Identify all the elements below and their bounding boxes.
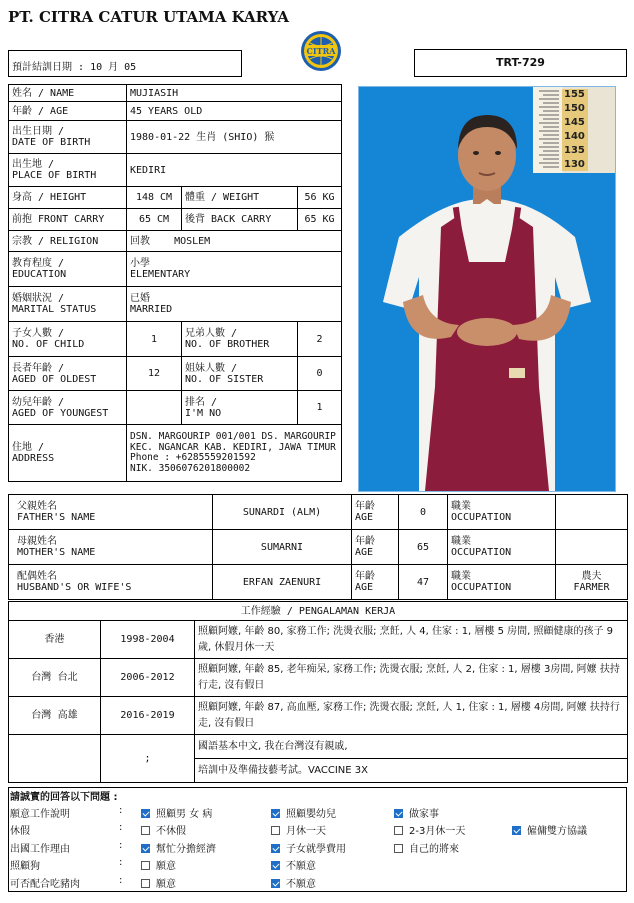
sister-label: 姐妹人數 / NO. OF SISTER <box>182 357 298 391</box>
work-years: 2006-2012 <box>101 659 195 697</box>
youngest-value <box>127 391 182 425</box>
oldest-label: 長者年齡 / AGED OF OLDEST <box>9 357 127 391</box>
front-carry-value: 65 CM <box>127 209 182 231</box>
company-logo <box>300 30 342 72</box>
checkbox-checked[interactable] <box>271 879 280 888</box>
extra-blank <box>9 735 101 783</box>
checkbox-checked[interactable] <box>271 809 280 818</box>
height-value: 148 CM <box>127 187 182 209</box>
age-label: 年齡 / AGE <box>9 102 127 121</box>
father-name: SUNARDI (ALM) <box>213 495 352 530</box>
option-dog-unwilling[interactable]: 不願意 <box>271 857 316 872</box>
graduation-value: 10 月 05 <box>90 62 137 73</box>
work-place: 香港 <box>9 621 101 659</box>
option-children-school[interactable]: 子女就學費用 <box>271 840 346 855</box>
work-place: 台灣 高雄 <box>9 697 101 735</box>
ruler-mark: 140 <box>564 131 585 142</box>
ruler-mark: 145 <box>564 117 585 128</box>
question-label: 願意工作說明 <box>10 809 70 820</box>
sister-value: 0 <box>298 357 342 391</box>
age-value: 45 YEARS OLD <box>127 102 342 121</box>
work-description: 照顧阿嬤, 年齡 80, 家務工作; 洗燙衣服; 烹飪, 人 4, 住家 : 1, 層樓 5 房間, 照顧健康的孩子 9 歲, 休假月休一天 <box>195 621 628 659</box>
address-label: 住地 / ADDRESS <box>9 425 127 482</box>
religion-label: 宗教 / RELIGION <box>9 231 127 252</box>
spouse-occupation: 農夫 FARMER <box>556 565 628 600</box>
education-label: 教育程度 / EDUCATION <box>9 252 127 287</box>
mother-age: 65 <box>399 530 448 565</box>
youngest-label: 幼兒年齡 / AGED OF YOUNGEST <box>9 391 127 425</box>
questions-section <box>8 787 627 892</box>
work-row <box>9 621 628 659</box>
option-help-economy[interactable]: 幫忙分擔經濟 <box>141 840 216 855</box>
option-care-baby[interactable]: 照顧嬰幼兒 <box>271 805 336 820</box>
questions-title: 請誠實的回答以下問題 : <box>10 792 118 803</box>
option-housework[interactable]: 做家事 <box>394 805 439 820</box>
checkbox-unchecked[interactable] <box>141 879 150 888</box>
weight-label: 體重 / WEIGHT <box>182 187 298 209</box>
company-name: PT. CITRA CATUR UTAMA KARYA <box>8 8 290 26</box>
question-colon: : <box>119 805 123 816</box>
spouse-age: 47 <box>399 565 448 600</box>
ruler-mark: 130 <box>564 159 585 170</box>
question-label: 可否配合吃豬肉 <box>10 879 80 890</box>
front-carry-label: 前抱 FRONT CARRY <box>9 209 127 231</box>
family-table <box>8 494 628 600</box>
children-label: 子女人數 / NO. OF CHILD <box>9 322 127 357</box>
ruler-mark: 135 <box>564 145 585 156</box>
checkbox-checked[interactable] <box>141 844 150 853</box>
checkbox-checked[interactable] <box>512 826 521 835</box>
option-pork-unwilling[interactable]: 不願意 <box>271 875 316 890</box>
oldest-value: 12 <box>127 357 182 391</box>
family-row-mother: 母親姓名 MOTHER'S NAME SUMARNI 年齡 AGE 65 職業 OCCUPATION <box>9 530 628 565</box>
work-years: 1998-2004 <box>101 621 195 659</box>
rank-label: 排名 / I'M NO <box>182 391 298 425</box>
option-2-3-month-holiday[interactable]: 2-3月休一天 <box>394 822 465 837</box>
father-age: 0 <box>399 495 448 530</box>
height-label: 身高 / HEIGHT <box>9 187 127 209</box>
dob-label: 出生日期 / DATE OF BIRTH <box>9 121 127 154</box>
checkbox-checked[interactable] <box>271 844 280 853</box>
mother-name: SUMARNI <box>213 530 352 565</box>
graduation-date-box <box>8 50 242 77</box>
name-value: MUJIASIH <box>127 85 342 102</box>
checkbox-unchecked[interactable] <box>394 844 403 853</box>
mother-occupation <box>556 530 628 565</box>
question-label: 照顧狗 <box>10 861 40 872</box>
dob-value: 1980-01-22 生肖 (SHIO) 猴 <box>127 121 342 154</box>
extra-mark: ; <box>101 735 195 783</box>
option-monthly-holiday[interactable]: 月休一天 <box>271 822 326 837</box>
work-description: 照顧阿嬤, 年齡 85, 老年痴呆, 家務工作; 洗燙衣服; 烹飪, 人 2, 住家 : 1, 層樓 3房間, 阿嬤 扶持行走, 沒有假日 <box>195 659 628 697</box>
family-row-father: 父親姓名 FATHER'S NAME SUNARDI (ALM) 年齡 AGE 0 職業 OCCUPATION <box>9 495 628 530</box>
back-carry-value: 65 KG <box>298 209 342 231</box>
checkbox-unchecked[interactable] <box>141 826 150 835</box>
question-label: 休假 <box>10 826 30 837</box>
marital-label: 婚姻狀況 / MARITAL STATUS <box>9 287 127 322</box>
work-experience-table <box>8 601 628 783</box>
option-no-holiday[interactable]: 不休假 <box>141 822 186 837</box>
weight-value: 56 KG <box>298 187 342 209</box>
children-value: 1 <box>127 322 182 357</box>
pob-value: KEDIRI <box>127 154 342 187</box>
worker-code: TRT-729 <box>414 49 627 77</box>
option-pork-willing[interactable]: 願意 <box>141 875 176 890</box>
question-colon: : <box>119 857 123 868</box>
spouse-name: ERFAN ZAENURI <box>213 565 352 600</box>
work-row <box>9 697 628 735</box>
brother-label: 兄弟人數 / NO. OF BROTHER <box>182 322 298 357</box>
work-header: 工作經驗 / PENGALAMAN KERJA <box>9 602 628 621</box>
checkbox-unchecked[interactable] <box>394 826 403 835</box>
pob-label: 出生地 / PLACE OF BIRTH <box>9 154 127 187</box>
brother-value: 2 <box>298 322 342 357</box>
question-label: 出國工作理由 <box>10 844 70 855</box>
checkbox-unchecked[interactable] <box>271 826 280 835</box>
checkbox-checked[interactable] <box>271 861 280 870</box>
address-value: DSN. MARGOURIP 001/001 DS. MARGOURIP KEC. NGANCAR KAB. KEDIRI, JAWA TIMUR Phone : +6285559201592 NIK. 3506076201800002 <box>127 425 342 482</box>
back-carry-label: 後背 BACK CARRY <box>182 209 298 231</box>
family-row-spouse: 配偶姓名 HUSBAND'S OR WIFE'S ERFAN ZAENURI 年齡 AGE 47 職業 OCCUPATION 農夫 FARMER <box>9 565 628 600</box>
work-years: 2016-2019 <box>101 697 195 735</box>
question-colon: : <box>119 840 123 851</box>
option-care-patient[interactable]: 照顧男 女 病 <box>141 805 212 820</box>
training-note: 培訓中及準備技藝考試。VACCINE 3X <box>195 759 628 783</box>
education-value: 小學 ELEMENTARY <box>127 252 342 287</box>
question-colon: : <box>119 822 123 833</box>
checkbox-unchecked[interactable] <box>141 861 150 870</box>
ruler-mark: 155 <box>564 89 585 100</box>
option-own-future[interactable]: 自己的將來 <box>394 840 459 855</box>
option-mutual-agreement[interactable]: 僱傭雙方協議 <box>512 822 587 837</box>
marital-value: 已婚 MARRIED <box>127 287 342 322</box>
father-occupation <box>556 495 628 530</box>
work-description: 照顧阿嬤, 年齡 87, 高血壓, 家務工作; 洗燙衣服; 烹飪, 人 1, 住家 : 1, 層樓 4房間, 阿嬤 扶持行走, 沒有假日 <box>195 697 628 735</box>
checkbox-checked[interactable] <box>394 809 403 818</box>
worker-photo <box>358 86 616 492</box>
language-note: 國語基本中文, 我在台灣沒有親戚, <box>195 735 628 759</box>
extra-row <box>9 735 628 759</box>
religion-value: 回教 MOSLEM <box>127 231 342 252</box>
question-colon: : <box>119 875 123 886</box>
ruler-mark: 150 <box>564 103 585 114</box>
rank-value: 1 <box>298 391 342 425</box>
profile-table <box>8 84 342 482</box>
checkbox-checked[interactable] <box>141 809 150 818</box>
work-row <box>9 659 628 697</box>
graduation-label: 預計結訓日期 : <box>12 62 85 73</box>
option-dog-willing[interactable]: 願意 <box>141 857 176 872</box>
name-label: 姓名 / NAME <box>9 85 127 102</box>
work-place: 台灣 台北 <box>9 659 101 697</box>
svg-text:CITRA: CITRA <box>306 46 336 56</box>
